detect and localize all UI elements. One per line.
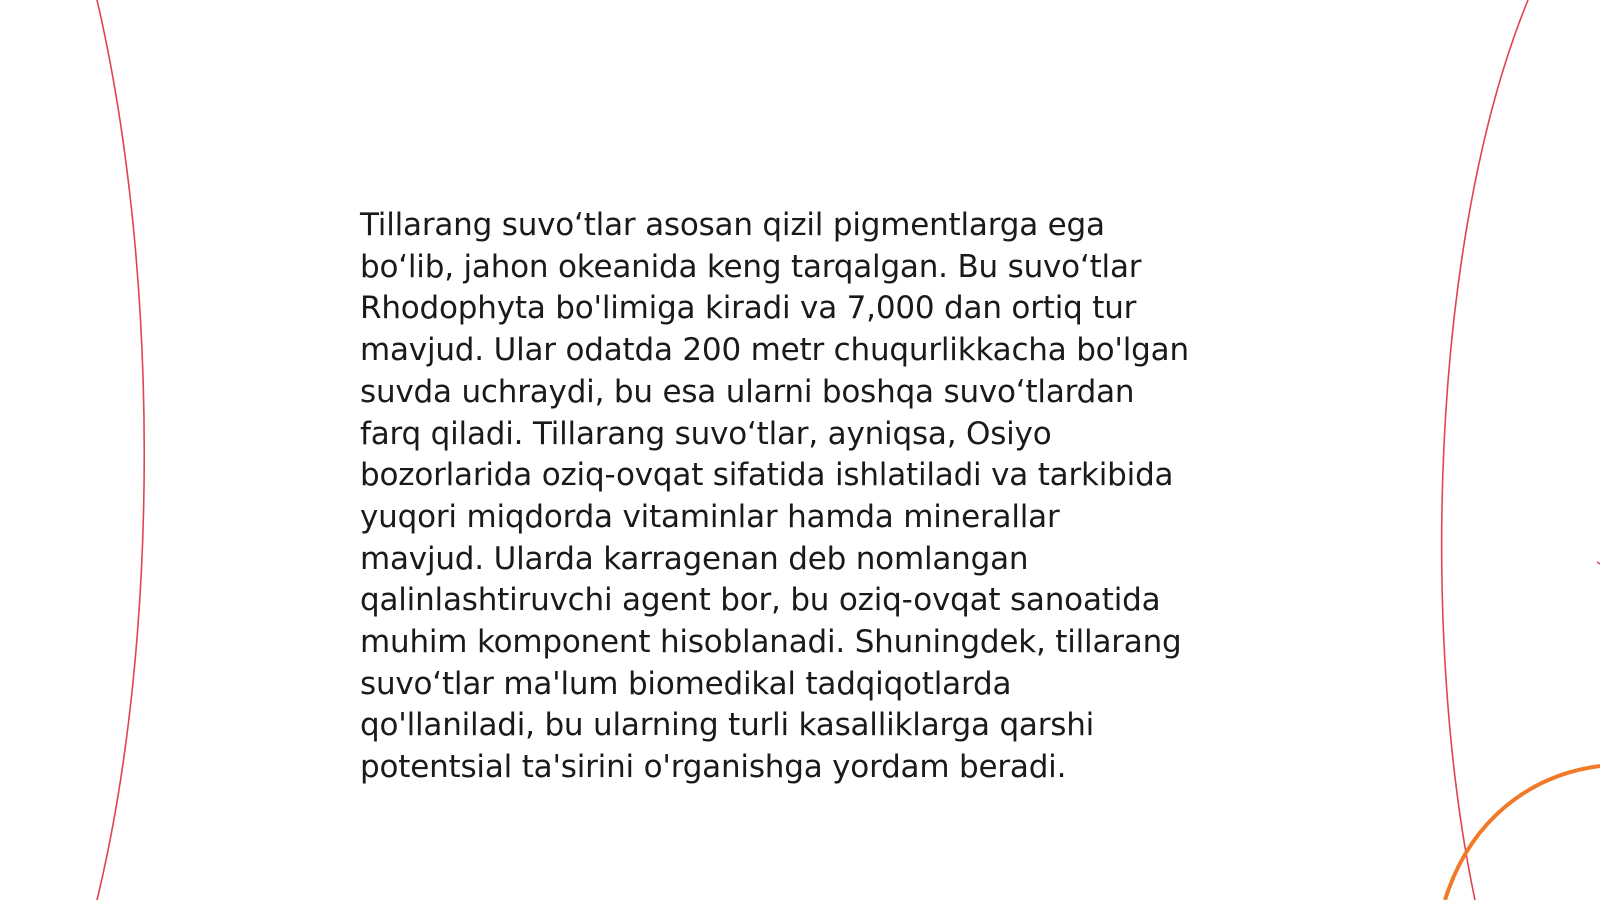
body-paragraph [360, 205, 1260, 789]
right-curve-line [1442, 0, 1528, 900]
orange-accent-arc [1445, 766, 1600, 900]
body-line-4: mavjud. Ular odatda 200 metr chuqurlikkacha bo'lgan [360, 332, 1189, 369]
body-line-1: Tillarang suvo‘tlar asosan qizil pigmentlarga ega [360, 207, 1105, 243]
body-line-6: farq qiladi. Tillarang suvo‘tlar, ayniqsa, Osiyo [360, 415, 1052, 452]
body-line-10: qalinlashtiruvchi agent bor, bu oziq-ovqat sanoatida [360, 582, 1161, 619]
body-line-8: yuqori miqdorda vitaminlar hamda minerallar [360, 498, 1060, 535]
body-line-11: muhim komponent hisoblanadi. Shuningdek, tillarang [360, 624, 1182, 661]
body-line-3: Rhodophyta bo'limiga kiradi va 7,000 dan ortiq tur [360, 290, 1137, 327]
body-line-13: qo'llaniladi, bu ularning turli kasalliklarga qarshi [360, 707, 1095, 744]
body-line-14: potentsial ta'sirini o'rganishga yordam beradi. [360, 749, 1067, 786]
body-line-5: suvda uchraydi, bu esa ularni boshqa suvo‘tlardan [360, 373, 1135, 410]
body-line-12: suvo‘tlar ma'lum biomedikal tadqiqotlarda [360, 665, 1012, 702]
body-line-2: bo‘lib, jahon okeanida keng tarqalgan. Bu suvo‘tlar [360, 248, 1142, 285]
left-curve-line [97, 0, 144, 900]
body-line-7: bozorlarida oziq-ovqat sifatida ishlatiladi va tarkibida [360, 457, 1174, 494]
body-line-9: mavjud. Ularda karragenan deb nomlangan [360, 540, 1029, 577]
